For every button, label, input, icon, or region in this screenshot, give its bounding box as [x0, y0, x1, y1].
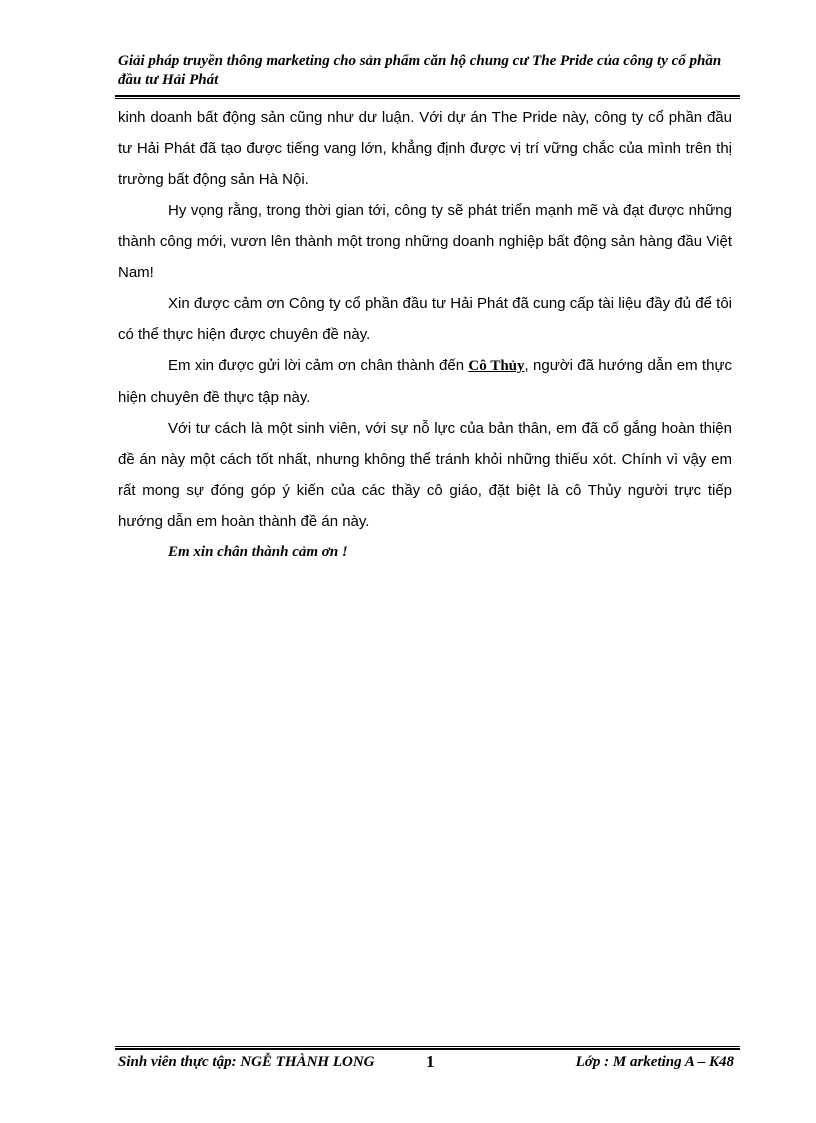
page-footer — [118, 1054, 734, 1074]
paragraph-2: Hy vọng rằng, trong thời gian tới, công ty sẽ phát triển mạnh mẽ và đạt được những thành công mới, vươn lên thành một trong những doanh nghiệp bất động sản hàng đầu Việt Nam! — [118, 202, 732, 281]
paragraph-4-end: , người đã hướng dẫn em thực hiện chuyên đề thực tập này. — [118, 357, 732, 406]
footer-student: Sinh viên thực tập: NGỄ THÀNH LONG — [118, 1054, 375, 1070]
page-header: Giải pháp truyền thông marketing cho sản phẩm căn hộ chung cư The Pride của công ty cổ phần đầu tư Hải Phát — [118, 53, 722, 88]
paragraph-4-start: Em xin được gửi lời cảm ơn chân thành đến — [168, 357, 469, 374]
advisor-name: Cô Thủy — [468, 358, 525, 374]
body-content — [118, 102, 732, 568]
paragraph-5: Với tư cách là một sinh viên, với sự nỗ lực của bản thân, em đã cố gắng hoàn thiện đề án này một cách tốt nhất, nhưng không thể tránh khỏi những thiếu xót. Chính vì vậy em rất mong sự đóng góp ý kiến của các thầy cô giáo, đặt biệt là cô Thủy người trực tiếp hướng dẫn em hoàn thành đề án này. — [118, 420, 732, 530]
paragraph-1: kinh doanh bất động sản cũng như dư luận. Với dự án The Pride này, công ty cổ phần đầu tư Hải Phát đã tạo được tiếng vang lớn, khẳng định được vị trí vững chắc của mình trên thị trường bất động sản Hà Nội. — [118, 109, 732, 188]
header-rule — [115, 95, 740, 99]
paragraph-3: Xin được cảm ơn Công ty cổ phần đầu tư Hải Phát đã cung cấp tài liệu đầy đủ để tôi có thể thực hiện được chuyên đề này. — [118, 295, 732, 343]
footer-rule — [115, 1046, 740, 1050]
footer-page-number: 1 — [426, 1052, 435, 1071]
footer-class: Lớp : M arketing A – K48 — [575, 1054, 734, 1070]
paragraph-4 — [118, 350, 732, 413]
closing-line: Em xin chân thành cảm ơn ! — [168, 544, 348, 560]
